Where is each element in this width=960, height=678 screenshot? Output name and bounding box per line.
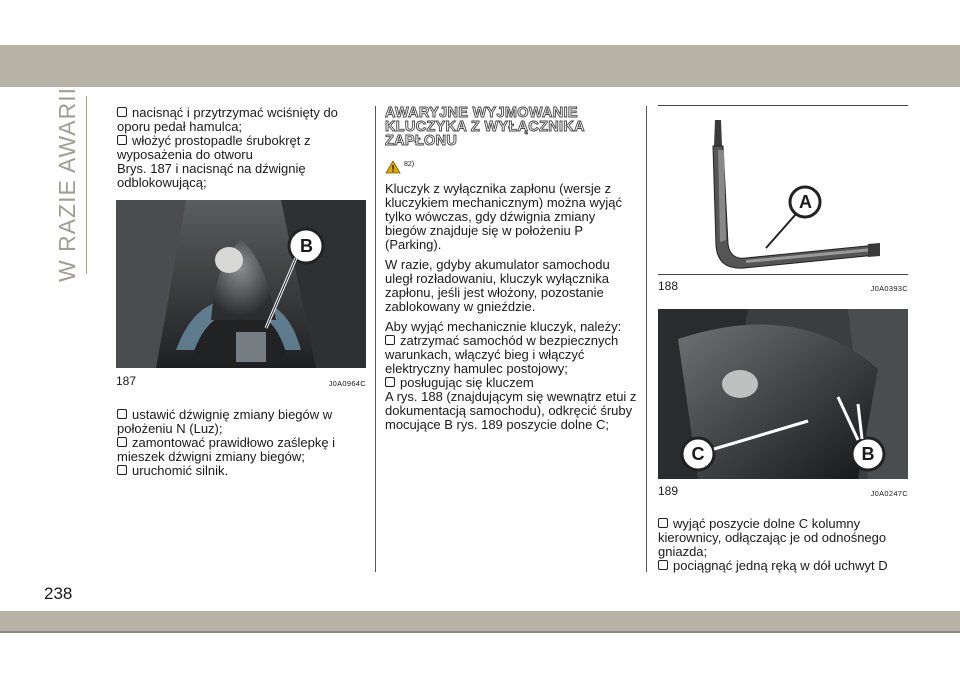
column-1-bottom [117,408,367,478]
list-item: ustawić dźwignię zmiany biegów w położeniu N (Luz); [117,407,333,436]
warning-note [385,160,637,174]
column-divider [646,106,647,572]
ref-text: Brys. 187 i nacisnąć na dźwignię odblokowującą; [117,161,306,190]
paragraph: W razie, gdyby akumulator samochodu uległ rozładowaniu, kluczyk wyłącznika zapłonu, jeśli jest włożony, pozostanie zablokowany w gnieździe. [385,257,610,314]
section-title: W RAZIE AWARII [54,86,80,282]
footer-line [0,631,960,633]
figure-187-caption [116,374,366,388]
section-title-rule [86,96,87,274]
callout-b: B [861,444,875,464]
column-divider [375,106,376,572]
hex-key-illustration [658,110,908,272]
paragraph: Kluczyk z wyłącznika zapłonu (wersje z kluczykiem mechanicznym) można wyjąć tylko wówczas, gdy dźwignia zmiany biegów znajduje się w położeniu P (Parking). [385,181,622,252]
list-item: posługując się kluczem [385,376,637,390]
list-item: pociągnąć jedną ręką w dół uchwyt D [658,559,908,573]
checkbox-bullet-icon [385,377,395,387]
figure-188-top-rule [658,105,908,106]
checkbox-bullet-icon [658,518,668,528]
column-1 [117,106,367,190]
figure-code: J0A0393C [870,284,908,293]
paragraph: A rys. 188 (znajdującym się wewnątrz etui z dokumentacją samochodu), odkręcić śruby mocujące B rys. 189 poszycie dolne C; [385,389,637,432]
callout-c: C [691,444,705,464]
section-heading: AWARYJNE WYJMOWANIE KLUCZYKA Z WYŁĄCZNIKA ZAPŁONU [385,105,585,149]
figure-number: 187 [116,374,137,388]
figure-code: J0A0247C [870,489,908,498]
list-item: uruchomić silnik. [117,464,367,478]
callout-a: A [799,192,812,212]
gear-lever-illustration [116,200,366,368]
figure-187 [116,200,366,368]
page-number: 238 [44,584,73,603]
figure-number: 189 [658,484,679,498]
figure-188-caption [658,279,908,293]
figure-code: J0A0964C [328,379,366,388]
checkbox-bullet-icon [117,409,127,419]
warning-triangle-icon [385,160,401,174]
checkbox-bullet-icon [385,335,395,345]
checkbox-bullet-icon [117,135,127,145]
column-2 [385,106,637,432]
list-item: zatrzymać samochód w bezpiecznych warunkach, włączyć bieg i włączyć elektryczny hamulec postojowy; [385,333,619,376]
figure-189-caption [658,484,908,498]
checkbox-bullet-icon [117,107,127,117]
header-band [0,45,960,87]
checkbox-bullet-icon [117,465,127,475]
list-item: zamontować prawidłowo zaślepkę i mieszek dźwigni zmiany biegów; [117,435,336,464]
paragraph: Aby wyjąć mechanicznie kluczyk, należy: [385,319,622,334]
figure-number: 188 [658,279,679,293]
figure-188-bottom-rule [658,274,908,275]
callout-b: B [300,236,313,256]
figure-188 [658,110,908,272]
checkbox-bullet-icon [658,560,668,570]
list-item: włożyć prostopadle śrubokręt z wyposażenia do otworu [117,133,311,162]
footer-band [0,611,960,631]
column-3-text [658,517,908,573]
warning-ref: 82) [404,161,415,168]
figure-189 [658,309,908,479]
list-item: nacisnąć i przytrzymać wciśnięty do oporu pedał hamulca; [117,105,338,134]
list-item: wyjąć poszycie dolne C kolumny kierownicy, odłączając je od odnośnego gniazda; [658,516,887,559]
checkbox-bullet-icon [117,437,127,447]
